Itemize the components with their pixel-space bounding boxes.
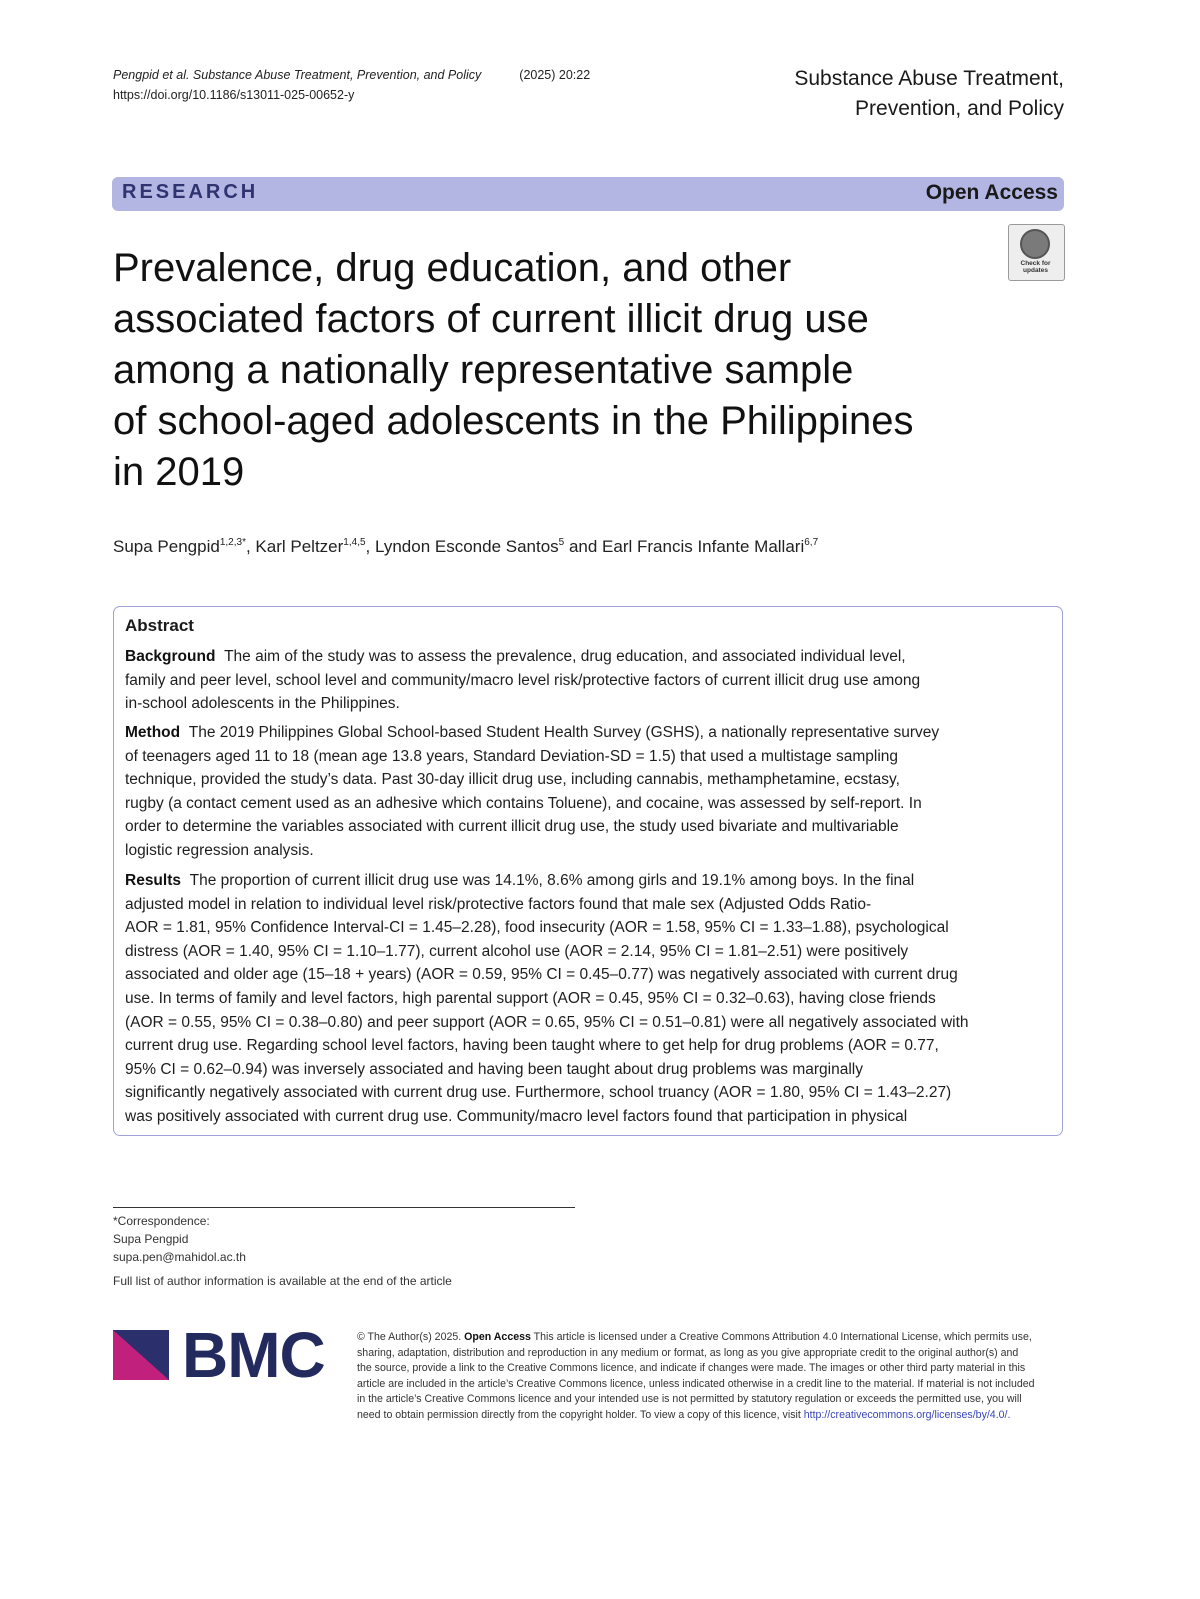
- license-line-text: This article is licensed under a Creative Commons Attribution 4.0 International License, which permits use,: [533, 1331, 1032, 1343]
- license-lead: © The Author(s) 2025.: [357, 1331, 462, 1343]
- license-line: sharing, adaptation, distribution and reproduction in any medium or format, as long as you give appropriate credit to the original author(s) and: [357, 1346, 1019, 1359]
- abstract-line: [125, 869, 1055, 893]
- license-text: [357, 1330, 1065, 1423]
- author-affiliation: 1,2,3*: [219, 537, 246, 548]
- abstract-line: technique, provided the study’s data. Past 30-day illicit drug use, including cannabis, methamphetamine, ecstasy,: [125, 771, 900, 789]
- abstract-results: [125, 869, 1055, 1129]
- license-url-link[interactable]: http://creativecommons.org/licenses/by/4.0/.: [803, 1408, 1011, 1421]
- abstract-line: 95% CI = 0.62–0.94) was inversely associated and having been taught about drug problems was marginally: [125, 1060, 863, 1078]
- journal-name-line2: Prevention, and Policy: [855, 97, 1064, 120]
- results-label: Results: [125, 872, 181, 889]
- abstract-line: (AOR = 0.55, 95% CI = 0.38–0.80) and peer support (AOR = 0.65, 95% CI = 0.51–0.81) were all negatively associated with: [125, 1013, 969, 1031]
- abstract-line: rugby (a contact cement used as an adhesive which contains Toluene), and cocaine, was assessed by self-report. In: [125, 794, 922, 812]
- abstract-line: distress (AOR = 1.40, 95% CI = 1.10–1.77), current alcohol use (AOR = 2.14, 95% CI = 1.81–2.51) were positively: [125, 942, 909, 960]
- abstract-line: AOR = 1.81, 95% Confidence Interval-CI = 1.45–2.28), food insecurity (AOR = 1.58, 95% CI = 1.33–1.88), psychological: [125, 919, 949, 937]
- check-updates-text: [1008, 260, 1063, 274]
- citation-text: Pengpid et al. Substance Abuse Treatment, Prevention, and Policy: [113, 68, 482, 82]
- bmc-logo-mark-icon: [113, 1330, 169, 1380]
- doi-link[interactable]: https://doi.org/10.1186/s13011-025-00652-y: [113, 88, 355, 102]
- method-label: Method: [125, 724, 181, 741]
- license-open-access: Open Access: [464, 1331, 531, 1343]
- citation-year: (2025) 20:22: [519, 68, 591, 82]
- journal-name: [724, 64, 1064, 124]
- author-separator: ,: [365, 537, 375, 556]
- check-updates-line1: Check for: [1020, 260, 1051, 267]
- license-line-text: need to obtain permission directly from the copyright holder. To view a copy of this licence, visit: [357, 1408, 801, 1421]
- abstract-line: adjusted model in relation to individual level risk/protective factors found that male sex (Adjusted Odds Ratio-: [125, 895, 872, 913]
- section-label: RESEARCH: [122, 181, 259, 203]
- abstract-line-text: The proportion of current illicit drug use was 14.1%, 8.6% among girls and 19.1% among boys. In the final: [189, 872, 915, 889]
- license-line: [357, 1330, 1065, 1346]
- author-name[interactable]: Supa Pengpid: [113, 537, 220, 556]
- abstract-line: order to determine the variables associated with current illicit drug use, the study used bivariate and multivariable: [125, 818, 899, 836]
- correspondence-name: Supa Pengpid: [113, 1232, 189, 1246]
- abstract-line: [125, 645, 1055, 669]
- journal-name-line1: Substance Abuse Treatment,: [794, 67, 1064, 90]
- license-line: in the article’s Creative Commons licence and your intended use is not permitted by statutory regulation or exceeds the permitted use, you will: [357, 1393, 1022, 1405]
- title-line: among a nationally representative sample: [113, 348, 854, 392]
- article-title: [113, 243, 993, 498]
- correspondence-email[interactable]: supa.pen@mahidol.ac.th: [113, 1250, 246, 1264]
- abstract-line: current drug use. Regarding school level factors, having been taught where to get help for drug problems (AOR = 0.77,: [125, 1037, 939, 1055]
- license-line: article are included in the article’s Creative Commons licence, unless indicated otherwise in a credit line to the material. If material is not included: [357, 1377, 1035, 1390]
- abstract-line: use. In terms of family and level factors, high parental support (AOR = 0.45, 95% CI = 0.32–0.63), having close friends: [125, 989, 936, 1007]
- abstract-line: was positively associated with current drug use. Community/macro level factors found that participation in physical: [125, 1107, 908, 1125]
- citation-line: [113, 68, 590, 82]
- background-label: Background: [125, 648, 216, 665]
- check-updates-icon: [1020, 229, 1050, 259]
- author-affiliation: 5: [558, 537, 565, 548]
- abstract-heading: Abstract: [125, 616, 194, 635]
- correspondence-block: [113, 1212, 246, 1266]
- author-affiliation: 6,7: [804, 537, 819, 548]
- abstract-line: [125, 721, 1055, 745]
- abstract-line: in-school adolescents in the Philippines.: [125, 695, 400, 713]
- abstract-line: logistic regression analysis.: [125, 841, 314, 859]
- author-name[interactable]: Karl Peltzer: [255, 537, 344, 556]
- abstract-line: significantly negatively associated with current drug use. Furthermore, school truancy (AOR = 1.80, 95% CI = 1.43–2.27): [125, 1084, 952, 1102]
- open-access-label: Open Access: [925, 181, 1058, 204]
- bmc-logo-text: BMC: [182, 1319, 325, 1391]
- author-list: [113, 537, 818, 557]
- author-info-note: Full list of author information is available at the end of the article: [113, 1274, 452, 1288]
- abstract-line: family and peer level, school level and community/macro level risk/protective factors of current illicit drug use among: [125, 671, 921, 689]
- footnote-divider: [113, 1207, 575, 1208]
- check-updates-line2: updates: [1023, 267, 1048, 274]
- abstract-line: associated and older age (15–18 + years) (AOR = 0.59, 95% CI = 0.45–0.77) was negatively associated with current drug: [125, 966, 958, 984]
- author-name[interactable]: Earl Francis Infante Mallari: [602, 537, 805, 556]
- abstract-method: [125, 721, 1055, 863]
- author-affiliation: 1,4,5: [343, 537, 366, 548]
- license-line: the source, provide a link to the Creative Commons licence, and indicate if changes were made. The images or other third party material in this: [357, 1362, 1026, 1374]
- title-line: Prevalence, drug education, and other: [113, 246, 792, 290]
- author-separator: and: [564, 537, 603, 556]
- author-name[interactable]: Lyndon Esconde Santos: [375, 537, 559, 556]
- correspondence-label: *Correspondence:: [113, 1214, 210, 1228]
- abstract-line: of teenagers aged 11 to 18 (mean age 13.8 years, Standard Deviation-SD = 1.5) that used a multistage sampling: [125, 747, 899, 765]
- title-line: in 2019: [113, 450, 245, 494]
- abstract-line-text: The aim of the study was to assess the prevalence, drug education, and associated individual level,: [224, 648, 906, 665]
- abstract-background: [125, 645, 1055, 716]
- abstract-line-text: The 2019 Philippines Global School-based Student Health Survey (GSHS), a nationally representative survey: [188, 724, 940, 741]
- license-line: [357, 1408, 1065, 1424]
- title-line: associated factors of current illicit drug use: [113, 297, 869, 341]
- title-line: of school-aged adolescents in the Philippines: [113, 399, 914, 443]
- author-separator: ,: [245, 537, 256, 556]
